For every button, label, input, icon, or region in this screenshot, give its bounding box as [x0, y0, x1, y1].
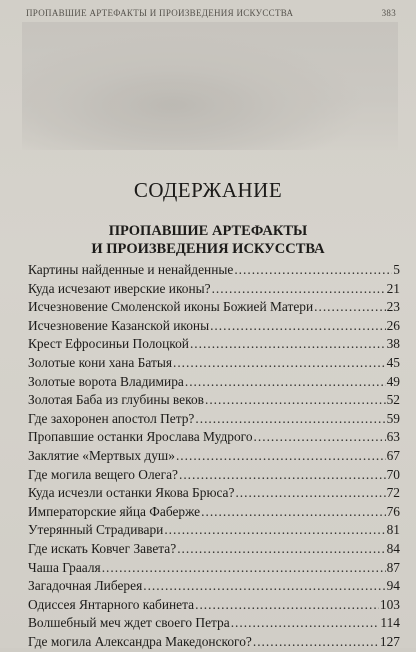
- toc-entry-page: 5: [393, 262, 400, 277]
- toc-entry[interactable]: [28, 318, 400, 337]
- toc-entry-page: 38: [386, 336, 400, 352]
- leader-dots: [205, 392, 386, 408]
- toc-entry-page: 52: [386, 392, 400, 408]
- toc-entry-page: 87: [386, 559, 400, 575]
- toc-entry-page: 114: [380, 615, 400, 631]
- toc-entry-page: 67: [386, 447, 400, 463]
- toc-entry-title: Золотые кони хана Батыя: [28, 354, 172, 370]
- toc-entry-title: Золотые ворота Владимира: [28, 373, 184, 389]
- toc-entry[interactable]: [28, 262, 400, 281]
- toc-entry-title: Одиссея Янтарного кабинета: [28, 596, 195, 612]
- toc-entry-page: 63: [386, 429, 400, 445]
- section-heading-line-2: И ПРОИЗВЕДЕНИЯ ИСКУССТВА: [91, 241, 325, 257]
- leader-dots: [254, 429, 386, 445]
- toc-entry-title: Утерянный Страдивари: [28, 522, 164, 538]
- toc-entry-page: 21: [386, 280, 400, 296]
- leader-dots: [195, 411, 385, 427]
- section-heading: [0, 222, 416, 258]
- toc-entry-title: Волшебный меч ждет своего Петра: [28, 615, 230, 631]
- leader-dots: [235, 485, 385, 501]
- toc-entry[interactable]: [28, 467, 400, 486]
- toc-entry[interactable]: [28, 634, 400, 652]
- toc-entry-title: Куда исчезают иверские иконы?: [28, 280, 211, 296]
- toc-entry-title: Заклятие «Мертвых душ»: [28, 447, 175, 463]
- faded-illustration: [22, 22, 398, 150]
- toc-entry[interactable]: [28, 299, 400, 318]
- toc-entry-title: Исчезновение Казанской иконы: [28, 317, 210, 333]
- toc-entry[interactable]: [28, 448, 400, 467]
- toc-entry-page: 84: [386, 540, 400, 556]
- toc-entry-title: Крест Ефросиньи Полоцкой: [28, 336, 189, 352]
- leader-dots: [210, 318, 386, 334]
- leader-dots: [164, 522, 385, 538]
- toc-entry-title: Где могила Александра Македонского?: [28, 633, 252, 649]
- toc-entry-title: Загадочная Либерея: [28, 578, 143, 594]
- page-number: 383: [381, 8, 396, 18]
- leader-dots: [190, 336, 386, 352]
- toc-entry-page: 45: [386, 354, 400, 370]
- toc-entry[interactable]: [28, 615, 400, 634]
- leader-dots: [201, 504, 385, 520]
- toc-entry-title: Где искать Ковчег Завета?: [28, 540, 177, 556]
- toc-entry-page: 23: [386, 299, 400, 315]
- leader-dots: [176, 448, 386, 464]
- toc-entry[interactable]: [28, 374, 400, 393]
- leader-dots: [179, 467, 386, 483]
- leader-dots: [185, 374, 386, 390]
- toc-entry-page: 59: [386, 410, 400, 426]
- leader-dots: [195, 597, 379, 613]
- toc-entry-page: 70: [386, 466, 400, 482]
- toc-entry[interactable]: [28, 504, 400, 523]
- leader-dots: [253, 634, 379, 650]
- toc-entry-title: Куда исчезли останки Якова Брюса?: [28, 485, 235, 501]
- toc-entry-title: Исчезновение Смоленской иконы Божией Матери: [28, 299, 314, 315]
- toc-entry[interactable]: [28, 485, 400, 504]
- toc-entry-page: 72: [386, 485, 400, 501]
- leader-dots: [212, 281, 386, 297]
- leader-dots: [314, 299, 385, 315]
- leader-dots: [143, 578, 385, 594]
- toc-entry[interactable]: [28, 281, 400, 300]
- toc-entry-page: 94: [386, 578, 400, 594]
- toc-entry-title: Где могила вещего Олега?: [28, 466, 178, 482]
- toc-entry[interactable]: [28, 560, 400, 579]
- toc-entry-page: 103: [379, 596, 400, 612]
- leader-dots: [173, 355, 386, 371]
- toc-entry[interactable]: [28, 336, 400, 355]
- toc-entry-title: Картины найденные и ненайденные: [28, 262, 234, 277]
- toc-entry-page: 49: [386, 373, 400, 389]
- toc-entry[interactable]: [28, 429, 400, 448]
- toc-entry-title: Где захоронен апостол Петр?: [28, 410, 195, 426]
- running-head-title: ПРОПАВШИЕ АРТЕФАКТЫ И ПРОИЗВЕДЕНИЯ ИСКУССТВА: [26, 8, 294, 18]
- toc-entry-page: 127: [379, 633, 400, 649]
- toc-entry-title: Чаша Грааля: [28, 559, 101, 575]
- toc-entry[interactable]: [28, 355, 400, 374]
- contents-heading: СОДЕРЖАНИЕ: [133, 178, 283, 202]
- toc-entry-page: 26: [386, 317, 400, 333]
- toc-entry-title: Золотая Баба из глубины веков: [28, 392, 204, 408]
- toc-entry[interactable]: [28, 392, 400, 411]
- leader-dots: [102, 560, 386, 576]
- leader-dots: [234, 262, 392, 278]
- toc-entry[interactable]: [28, 597, 400, 616]
- running-head: [26, 8, 400, 20]
- leader-dots: [177, 541, 385, 557]
- toc-entry-page: 81: [386, 522, 400, 538]
- toc-entry-title: Императорские яйца Фаберже: [28, 503, 201, 519]
- leader-dots: [231, 615, 380, 631]
- toc-entry[interactable]: [28, 578, 400, 597]
- toc-entry[interactable]: [28, 411, 400, 430]
- toc-entry[interactable]: [28, 522, 400, 541]
- toc-entry-page: 76: [386, 503, 400, 519]
- toc-entry[interactable]: [28, 541, 400, 560]
- toc-entry-title: Пропавшие останки Ярослава Мудрого: [28, 429, 253, 445]
- toc-list: [28, 262, 400, 652]
- section-heading-line-1: ПРОПАВШИЕ АРТЕФАКТЫ: [108, 223, 308, 239]
